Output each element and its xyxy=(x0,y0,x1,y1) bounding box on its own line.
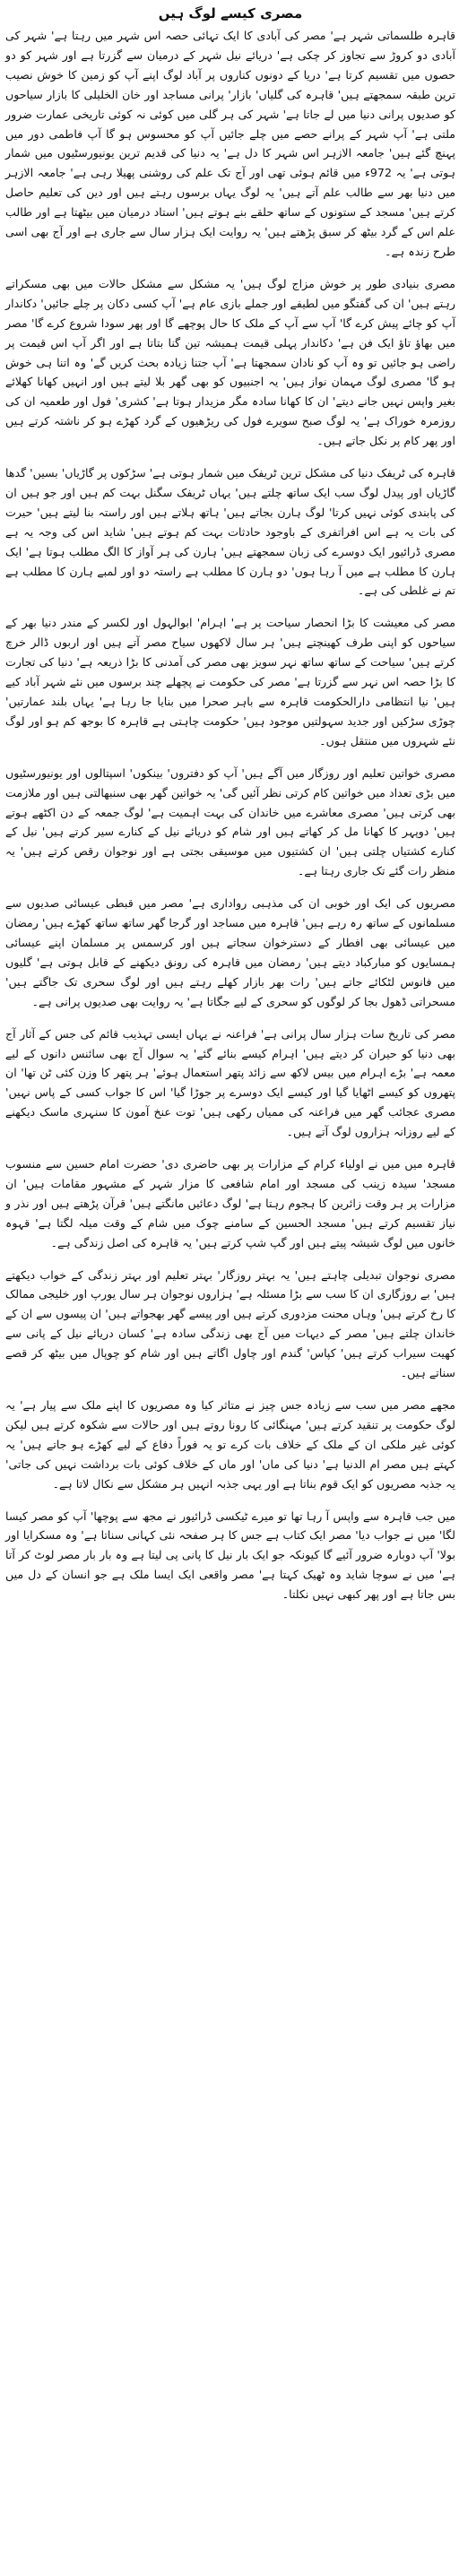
article-paragraph: میں جب قاہرہ سے واپس آ رہا تھا تو میرے ٹیکسی ڈرائیور نے مجھ سے پوچھا' آپ کو مصر کیسا لگا' میں نے جواب دیا' مصر ایک کتاب ہے جس کا ہر صفحہ نئی کہانی سناتا ہے' وہ مسکرایا اور بولا' آپ دوبارہ ضرور آئیے گا کیونکہ جو ایک بار نیل کا پانی پی لیتا ہے وہ بار بار مصر لوٹ کر آتا ہے' میں نے سوچا شاید وہ ٹھیک کہتا ہے' مصر واقعی ایک ایسا ملک ہے جو انسان کے دل میں بس جاتا ہے اور پھر کبھی نہیں نکلتا۔ xyxy=(5,1508,455,1602)
article-paragraph: مصر کی تاریخ سات ہزار سال پرانی ہے' فراعنہ نے یہاں ایسی تہذیب قائم کی جس کے آثار آج بھی دنیا کو حیران کر دیتے ہیں' اہرام کیسے بنائے گئے' یہ سوال آج بھی سائنس دانوں کے لیے معمہ ہے' بڑے اہرام میں بیس لاکھ سے زائد پتھر استعمال ہوئے' ہر پتھر کا وزن کئی ٹن تھا' ان پتھروں کو کیسے اٹھایا گیا اور کیسے ایک دوسرے پر جوڑا گیا' اس کا جواب کسی کے پاس نہیں' مصری عجائب گھر میں فراعنہ کی ممیاں رکھی ہیں' توت عنخ آمون کا سنہری ماسک دیکھنے کے لیے روزانہ ہزاروں لوگ آتے ہیں۔ xyxy=(5,1026,455,1139)
article-body xyxy=(5,26,455,1604)
article-paragraph: مصری بنیادی طور پر خوش مزاج لوگ ہیں' یہ مشکل سے مشکل حالات میں بھی مسکراتے رہتے ہیں' ان کی گفتگو میں لطیفے اور جملے بازی عام ہے' آپ کسی دکان پر چلے جائیں' دکاندار آپ کو چائے پیش کرے گا' آپ سے آپ کے ملک کا حال پوچھے گا اور پھر سودا شروع کرے گا' مصر میں بھاؤ تاؤ ایک فن ہے' دکاندار پہلی قیمت ہمیشہ تین گنا بتاتا ہے اور اگر آپ اس قیمت پر راضی ہو جائیں تو وہ آپ کو نادان سمجھتا ہے' آپ جتنا زیادہ بحث کریں گے' وہ اتنا ہی خوش ہو گا' مصری لوگ مہمان نواز ہیں' یہ اجنبیوں کو بھی گھر بلا لیتے ہیں اور انہیں کھانا کھلائے بغیر واپس نہیں جانے دیتے' ان کا کھانا سادہ مگر مزیدار ہوتا ہے' کشری' فول اور طعمیہ ان کی روزمرہ خوراک ہے' یہ لوگ صبح سویرے فول کی ریڑھیوں کے گرد کھڑے ہو کر ناشتہ کرتے ہیں اور پھر کام پر نکل جاتے ہیں۔ xyxy=(5,276,455,448)
article-paragraph: قاہرہ طلسماتی شہر ہے' مصر کی آبادی کا ایک تہائی حصہ اس شہر میں رہتا ہے' شہر کی آبادی دو کروڑ سے تجاوز کر چکی ہے' دریائے نیل شہر کے درمیان سے گزرتا ہے اور شہر کو دو حصوں میں تقسیم کرتا ہے' دریا کے دونوں کناروں پر آباد لوگ اپنے آپ کو زمین کا خوش نصیب ترین طبقہ سمجھتے ہیں' قاہرہ کی گلیاں' بازار' پرانی مساجد اور خان الخلیلی کا بازار سیاحوں کو صدیوں پرانی دنیا میں لے جاتا ہے' شہر کی ہر گلی میں کوئی نہ کوئی تاریخی عمارت ضرور ملتی ہے' آپ شہر کے پرانے حصے میں چلے جائیں آپ کو محسوس ہو گا آپ فاطمی دور میں پہنچ گئے ہیں' جامعہ الازہر اس شہر کا دل ہے' یہ دنیا کی قدیم ترین یونیورسٹیوں میں شمار ہوتی ہے' یہ 972ء میں قائم ہوئی تھی اور آج تک علم کی روشنی پھیلا رہی ہے' جامعہ الازہر میں دنیا بھر سے طالب علم آتے ہیں' یہ لوگ یہاں برسوں رہتے ہیں اور دین کی تعلیم حاصل کرتے ہیں' مسجد کے ستونوں کے ساتھ حلقے بنے ہوتے ہیں' استاد درمیان میں بیٹھتا ہے اور طالب علم اس کے گرد بیٹھ کر سبق پڑھتے ہیں' یہ روایت ایک ہزار سال سے جاری ہے اور آج بھی اسی طرح زندہ ہے۔ xyxy=(5,29,455,258)
article-paragraph: مصر کی معیشت کا بڑا انحصار سیاحت پر ہے' اہرام' ابوالہول اور لکسر کے مندر دنیا بھر کے سیاحوں کو اپنی طرف کھینچتے ہیں' ہر سال لاکھوں سیاح مصر آتے ہیں اور اربوں ڈالر خرچ کرتے ہیں' سیاحت کے ساتھ ساتھ نہر سویز بھی مصر کی آمدنی کا بڑا ذریعہ ہے' دنیا کی تجارت کا بڑا حصہ اس نہر سے گزرتا ہے' مصر کی حکومت نے پچھلے چند برسوں میں نئے شہر آباد کیے ہیں' نیا انتظامی دارالحکومت قاہرہ سے باہر صحرا میں بنایا جا رہا ہے' یہاں بلند عمارتیں' چوڑی سڑکیں اور جدید سہولتیں موجود ہیں' حکومت چاہتی ہے قاہرہ کا بوجھ کم ہو اور لوگ نئے شہروں میں منتقل ہوں۔ xyxy=(5,616,455,748)
article-paragraph: مصریوں کی ایک اور خوبی ان کی مذہبی رواداری ہے' مصر میں قبطی عیسائی صدیوں سے مسلمانوں کے ساتھ رہ رہے ہیں' قاہرہ میں مساجد اور گرجا گھر ساتھ ساتھ کھڑے ہیں' رمضان میں عیسائی بھی افطار کے دسترخوان سجاتے ہیں اور کرسمس پر مسلمان اپنے عیسائی ہمسایوں کو مبارکباد دیتے ہیں' رمضان میں قاہرہ کی رونق دیکھنے کے قابل ہوتی ہے' گلیوں میں فانوس لٹکائے جاتے ہیں' رات بھر بازار کھلے رہتے ہیں اور لوگ سحری تک جاگتے ہیں' مسحراتی ڈھول بجا کر لوگوں کو سحری کے لیے جگاتا ہے' یہ روایت بھی صدیوں پرانی ہے۔ xyxy=(5,896,455,1008)
article-paragraph: قاہرہ میں میں نے اولیاء کرام کے مزارات پر بھی حاضری دی' حضرت امام حسین سے منسوب مسجد' سیدہ زینب کی مسجد اور امام شافعی کا مزار شہر کے مشہور مقامات ہیں' ان مزارات پر ہر وقت زائرین کا ہجوم رہتا ہے' لوگ دعائیں مانگتے ہیں' قرآن پڑھتے ہیں اور نذر و نیاز تقسیم کرتے ہیں' مسجد الحسین کے سامنے چوک میں شام کے وقت میلہ لگتا ہے' قہوہ خانوں میں لوگ شیشہ پیتے ہیں اور گپ شپ کرتے ہیں' یہ قاہرہ کی اصل زندگی ہے۔ xyxy=(5,1157,455,1249)
article-paragraph: مصری نوجوان تبدیلی چاہتے ہیں' یہ بہتر روزگار' بہتر تعلیم اور بہتر زندگی کے خواب دیکھتے ہیں' بے روزگاری ان کا سب سے بڑا مسئلہ ہے' ہزاروں نوجوان ہر سال یورپ اور خلیجی ممالک کا رخ کرتے ہیں' وہاں محنت مزدوری کرتے ہیں اور پیسے گھر بھجواتے ہیں' ان پیسوں سے ان کے خاندان چلتے ہیں' مصر کے دیہات میں آج بھی زندگی سادہ ہے' کسان دریائے نیل کے پانی سے کھیت سیراب کرتے ہیں' کپاس' گندم اور چاول اگاتے ہیں اور شام کو چوپال میں بیٹھ کر قصے سناتے ہیں۔ xyxy=(5,1267,455,1380)
article-paragraph: مصری خواتین تعلیم اور روزگار میں آگے ہیں' آپ کو دفتروں' بینکوں' اسپتالوں اور یونیورسٹیوں میں بڑی تعداد میں خواتین کام کرتی نظر آئیں گی' یہ خواتین گھر بھی سنبھالتی ہیں اور ملازمت بھی کرتی ہیں' مصری معاشرے میں خاندان کی بہت اہمیت ہے' لوگ جمعہ کے دن اکٹھے ہوتے ہیں' دوپہر کا کھانا مل کر کھاتے ہیں اور شام کو دریائے نیل کے کنارے سیر کرتے ہیں' نیل کے کنارے کشتیاں چلتی ہیں' ان کشتیوں میں موسیقی بجتی ہے اور نوجوان رقص کرتے ہیں' یہ منظر رات گئے تک جاری رہتا ہے۔ xyxy=(5,765,455,878)
article-paragraph: مجھے مصر میں سب سے زیادہ جس چیز نے متاثر کیا وہ مصریوں کا اپنے ملک سے پیار ہے' یہ لوگ حکومت پر تنقید کرتے ہیں' مہنگائی کا رونا روتے ہیں اور حالات سے شکوہ کرتے ہیں لیکن کوئی غیر ملکی ان کے ملک کے خلاف بات کرے تو یہ فوراً دفاع کے لیے کھڑے ہو جاتے ہیں' یہ کہتے ہیں مصر ام الدنیا ہے' دنیا کی ماں' اور ماں کے خلاف کوئی بات برداشت نہیں کی جاتی' یہ جذبہ مصریوں کو ایک قوم بناتا ہے اور یہی جذبہ انہیں ہر مشکل سے نکال لاتا ہے۔ xyxy=(5,1398,455,1491)
article-paragraph: قاہرہ کی ٹریفک دنیا کی مشکل ترین ٹریفک میں شمار ہوتی ہے' سڑکوں پر گاڑیاں' بسیں' گدھا گاڑیاں اور پیدل لوگ سب ایک ساتھ چلتے ہیں' یہاں ٹریفک سگنل بہت کم ہیں اور جو ہیں ان کی پابندی کوئی نہیں کرتا' لوگ ہارن بجاتے ہیں' ہاتھ ہلاتے ہیں اور راستہ بنا لیتے ہیں' حیرت کی بات یہ ہے اس افراتفری کے باوجود حادثات بہت کم ہوتے ہیں' شاید اس کی وجہ یہ ہے مصری ڈرائیور ایک دوسرے کی زبان سمجھتے ہیں' ہارن کی ہر آواز کا الگ مطلب ہوتا ہے' ایک ہارن کا مطلب ہے میں آ رہا ہوں' دو ہارن کا مطلب ہے راستہ دو اور لمبے ہارن کا مطلب ہے تم نے غلطی کی ہے۔ xyxy=(5,466,455,598)
article-title: مصری کیسے لوگ ہیں xyxy=(158,5,303,22)
